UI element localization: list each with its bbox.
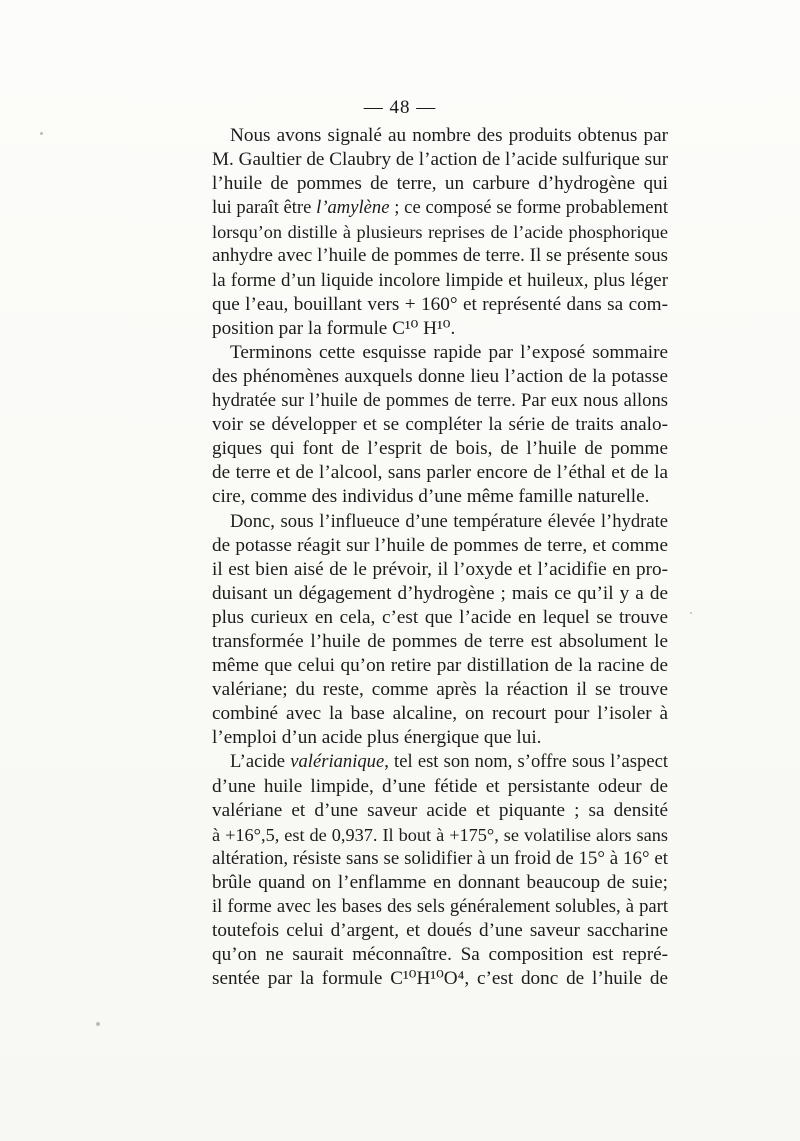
text-segment: brûle quand on l’enflamme en donnant beaucoup de suie; [212, 871, 668, 893]
text-segment: duisant un dégagement d’hydrogène ; mais ce qu’il y a de [212, 582, 668, 604]
text-segment: qu’on ne saurait méconnaître. Sa composition est repré- [212, 944, 668, 966]
text-line [212, 582, 668, 606]
text-segment: M. Gaultier de Claubry de l’action de l’acide sulfurique sur [212, 149, 669, 171]
text-line [212, 606, 668, 630]
text-line [212, 293, 668, 317]
paper-speck [690, 612, 692, 614]
text-segment: sentée par la formule C¹⁰H¹⁰O⁴, c’est donc de l’huile de [212, 968, 668, 990]
text-segment: il forme avec les bases des sels généralement solubles, à part [212, 896, 668, 917]
text-line [212, 534, 668, 558]
text-line [212, 172, 668, 196]
text-segment: même que celui qu’on retire par distillation de la racine de [212, 655, 668, 677]
text-line [212, 485, 668, 509]
text-line [212, 630, 668, 654]
text-segment: ; ce composé se forme probablement [389, 197, 669, 219]
italic-term: valérianique [290, 751, 385, 773]
text-segment: valériane et d’une saveur acide et piquante ; sa densité [212, 799, 668, 821]
text-segment: il est bien aisé de le prévoir, il l’oxyde et l’acidifie en pro- [212, 558, 668, 580]
text-line [212, 654, 668, 678]
text-segment: cire, comme des individus d’une même famille naturelle. [212, 486, 650, 508]
text-line [212, 775, 668, 799]
text-segment: position par la formule C¹⁰ H¹⁰. [212, 317, 456, 339]
text-segment: que l’eau, bouillant vers + 160° et représenté dans sa com- [212, 293, 668, 315]
text-line [212, 413, 668, 437]
text-line [212, 148, 668, 172]
text-line [212, 895, 668, 919]
text-segment: hydratée sur l’huile de pommes de terre. Par eux nous allons [212, 390, 668, 412]
text-segment: à +16°,5, est de 0,937. Il bout à +175°, se volatilise alors sans [212, 824, 668, 845]
italic-term: l’amylène [316, 197, 390, 219]
text-segment: lui paraît être [212, 197, 317, 219]
text-segment: plus curieux en cela, c’est que l’acide en lequel se trouve [212, 606, 668, 628]
text-line [212, 799, 668, 823]
text-line [212, 823, 668, 847]
text-line [212, 510, 668, 534]
text-segment: d’une huile limpide, d’une fétide et persistante odeur de [212, 775, 668, 797]
text-segment: lorsqu’on distille à plusieurs reprises de l’acide phosphorique [212, 222, 668, 243]
text-line [212, 461, 668, 485]
text-segment: valériane; du reste, comme après la réaction il se trouve [212, 679, 668, 701]
text-line [212, 871, 668, 895]
text-line [212, 220, 668, 244]
text-segment: des phénomènes auxquels donne lieu l’action de la potasse [212, 365, 668, 387]
text-line [212, 919, 668, 943]
text-segment: anhydre avec l’huile de pommes de terre. Il se présente sous [212, 245, 668, 267]
text-line [212, 702, 668, 726]
paper-speck [96, 1022, 100, 1026]
text-segment: de terre et de l’alcool, sans parler encore de l’éthal et de la [212, 462, 668, 484]
text-segment: combiné avec la base alcaline, on recourt pour l’isoler à [212, 703, 668, 725]
text-segment: de potasse réagit sur l’huile de pommes de terre, et comme [212, 534, 668, 556]
text-segment: l’huile de pommes de terre, un carbure d’hydrogène qui [212, 173, 668, 195]
text-segment: transformée l’huile de pommes de terre est absolument le [212, 630, 668, 652]
text-line [212, 678, 668, 702]
text-line [212, 726, 668, 750]
text-segment: la forme d’un liquide incolore limpide et huileux, plus léger [212, 269, 668, 291]
text-line [212, 750, 668, 774]
text-segment: Terminons cette esquisse rapide par l’exposé sommaire [230, 341, 668, 363]
text-line [212, 196, 668, 220]
text-line [212, 967, 668, 991]
text-line [212, 389, 668, 413]
text-segment: altération, résiste sans se solidifier à un froid de 15° à 16° et [212, 847, 668, 869]
text-segment: Nous avons signalé au nombre des produits obtenus par [230, 125, 668, 146]
text-segment: , tel est son nom, s’offre sous l’aspect [384, 751, 668, 773]
text-segment: voir se développer et se compléter la série de traits analo- [212, 414, 668, 436]
text-line [212, 943, 668, 967]
text-line [212, 124, 668, 148]
text-line [212, 341, 668, 365]
text-segment: Donc, sous l’influeuce d’une température élevée l’hydrate [230, 510, 668, 532]
text-line [212, 847, 668, 871]
page-number: — 48 — [363, 97, 437, 118]
text-line [212, 317, 668, 341]
text-segment: L’acide [230, 751, 291, 773]
text-segment: toutefois celui d’argent, et doués d’une saveur saccharine [212, 920, 668, 942]
text-segment: giques qui font de l’esprit de bois, de l’huile de pomme [212, 438, 668, 460]
text-line [212, 269, 668, 293]
text-line [212, 558, 668, 582]
text-segment: l’emploi d’un acide plus énergique que lui. [212, 727, 542, 749]
text-line [212, 365, 668, 389]
text-line [212, 437, 668, 461]
paper-speck [40, 132, 43, 135]
body-text [212, 124, 668, 991]
text-line [212, 244, 668, 268]
